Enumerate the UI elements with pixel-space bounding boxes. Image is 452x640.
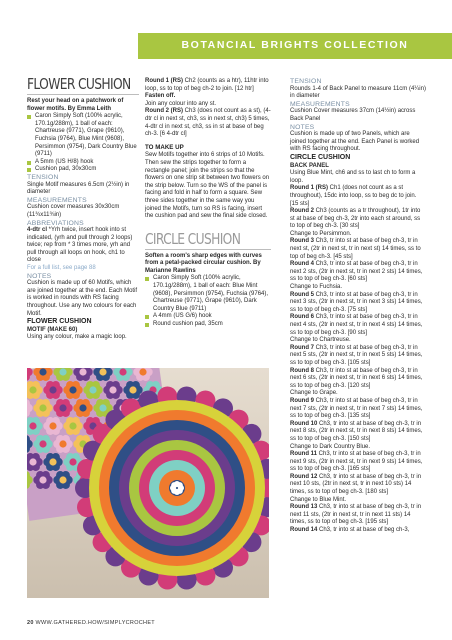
middle-column bbox=[145, 78, 271, 329]
round-label: Round 6 bbox=[290, 314, 314, 321]
round-text: Ch3, tr into st at base of beg ch-3, tr in next 6 sts, (2tr in next st, tr in next 6 sts) 14 times, ss to top of beg ch-3. [120 sts] bbox=[290, 367, 423, 389]
back-panel-intro: Using Blue Mint, ch6 and ss to last ch to form a loop. bbox=[290, 170, 416, 184]
title-rule bbox=[145, 249, 271, 250]
round-text: Ch3, tr into st at base of beg ch-3, tr in next 10 sts, (2tr in next st, tr in next 10 sts) 14 times, ss to top of beg ch-3. [180 sts] bbox=[290, 473, 422, 496]
round-text: Ch3, tr into st at base of beg ch-3, bbox=[317, 527, 410, 534]
round-instruction bbox=[290, 208, 426, 231]
round-text: Ch2 (counts as a htr), 11htr into loop, ss to top of beg ch-2 to join. [12 htr] bbox=[145, 78, 269, 92]
measurements-heading: MEASUREMENTS bbox=[27, 196, 87, 204]
measurements-heading: MEASUREMENTS bbox=[290, 100, 350, 108]
flower-centre bbox=[49, 422, 56, 429]
flower-centre bbox=[109, 386, 116, 393]
round-label: Round 5 bbox=[290, 291, 314, 298]
flower-centre bbox=[49, 458, 56, 465]
round-instruction bbox=[290, 231, 426, 239]
flower-centre bbox=[39, 476, 46, 483]
circle-lead: Soften a room's sharp edges with curves from a petal-packed circular cushion. By Marianne Rawlins bbox=[145, 252, 262, 274]
centre-flower-petal bbox=[177, 482, 183, 488]
round-instruction bbox=[290, 284, 426, 292]
material-item: A 5mm (US H/8) hook bbox=[27, 159, 139, 167]
tension-heading: TENSION bbox=[27, 173, 59, 181]
notes-text: Cushion is made up of 60 Motifs, which are joined together at the end. Each Motif is worked in rounds with RS facing throughout. Use any two colours for each Motif. bbox=[27, 280, 138, 317]
flower-centre bbox=[59, 440, 66, 447]
measurements-text: Cushion cover measures 30x30cm (11¾x11¾in) bbox=[27, 204, 120, 218]
measurements-text: Cushion Cover measures 37cm (14½in) across Back Panel bbox=[290, 108, 416, 122]
abbreviation-term: 4-dtr cl bbox=[27, 227, 48, 234]
flower-centre bbox=[139, 368, 146, 375]
round-label: Round 1 (RS) bbox=[145, 78, 183, 84]
tension-text: Single Motif measures 6.5cm (2½in) in diameter bbox=[27, 181, 130, 196]
flower-centre bbox=[29, 458, 36, 465]
flower-centre bbox=[39, 404, 46, 411]
round-label: Round 3 bbox=[290, 238, 314, 245]
notes-heading: NOTES bbox=[290, 123, 315, 131]
round-text: Ch3 (counts as a tr throughout), 1tr into st at base of beg ch-3, 2tr into each st around, ss to top of beg ch-3. [30 sts] bbox=[290, 208, 421, 230]
cushions-illustration bbox=[27, 368, 269, 598]
pattern-heading: FLOWER CUSHION bbox=[27, 318, 92, 326]
flower-centre bbox=[29, 386, 36, 393]
round-instruction bbox=[290, 337, 426, 345]
back-panel-heading: BACK PANEL bbox=[290, 162, 329, 169]
round-label: Round 7 bbox=[290, 344, 314, 351]
round-text: Change to Persimmon. bbox=[290, 230, 352, 237]
round-text: Ch3 (does not count as a st), (4-dtr cl in next st, ch3, ss in next st, ch3) 5 times, 4-dtr cl in next st, ch3, ss in st at base of beg ch-3. [6 4-dtr cl] bbox=[145, 108, 271, 138]
flower-centre bbox=[49, 386, 56, 393]
flower-centre bbox=[129, 386, 136, 393]
round-text: Ch3, tr into st at base of beg ch-3, tr in next 5 sts, (2tr in next st, tr in next 5 sts) 14 times, ss to top of beg ch-3. [105 sts] bbox=[290, 344, 423, 366]
abbreviation-text bbox=[27, 227, 139, 265]
round-text: Ch3, tr into st at base of beg ch-3, tr in next 7 sts, (2tr in next st, tr in next 7 sts) 14 times, ss to top of beg ch-3. [135 sts] bbox=[290, 397, 423, 420]
page-number: 20 bbox=[27, 620, 34, 626]
round-text: Join any colour into any st. bbox=[145, 100, 217, 107]
motif-heading: MOTIF (MAKE 60) bbox=[27, 326, 78, 333]
flower-centre bbox=[69, 458, 76, 465]
flower-centre bbox=[79, 368, 86, 375]
round-instruction bbox=[290, 314, 426, 337]
round-label: Round 4 bbox=[290, 261, 314, 268]
footer-url: WWW.GATHERED.HOW/SIMPLYCROCHET bbox=[35, 620, 155, 626]
flower-centre bbox=[39, 440, 46, 447]
flower-centre bbox=[39, 368, 46, 375]
round-text: Ch3, tr into st at base of beg ch-3, tr in next st, (2tr in next st, tr in next st) 14 times, ss to top of beg ch-3. [45 sts] bbox=[290, 238, 421, 260]
round-instruction bbox=[145, 108, 271, 138]
round-instruction bbox=[290, 368, 426, 391]
round-instruction bbox=[145, 101, 271, 109]
round-label: Round 14 bbox=[290, 527, 318, 534]
see-page-link[interactable]: For a full list, see page 88 bbox=[27, 265, 96, 272]
round-text: Ch3, tr into st at base of beg ch-3, tr in next 2 sts, (2tr in next st, tr in next 2 sts) 14 times, ss to top of beg ch-3. [60 sts] bbox=[290, 261, 423, 283]
flower-centre bbox=[59, 404, 66, 411]
round-label: Round 11 bbox=[290, 451, 318, 458]
flower-centre bbox=[59, 368, 66, 375]
banner-title: BOTANCIAL BRIGHTS COLLECTION bbox=[181, 39, 409, 51]
page-footer bbox=[27, 620, 155, 626]
flower-centre bbox=[79, 404, 86, 411]
round-instruction bbox=[290, 421, 426, 444]
circle-cushion-title: CIRCLE CUSHION bbox=[145, 229, 241, 248]
round-text: Change to Dark Country Blue. bbox=[290, 443, 371, 450]
finishing-text: Sew Motifs together into 6 strips of 10 Motifs. Then sew the strips together to form a rectangle panel; join the strips so that the flowers on one strip sit between two flowers on the strip below. Turn so the WS of the panel is facing and fold in half to form a square. Sew three sides together in the same way you joined the Motifs, turn so RS is facing, insert the cushion pad and sew the final side closed. bbox=[145, 152, 270, 220]
flower-centre bbox=[69, 422, 76, 429]
round-instruction bbox=[290, 451, 426, 474]
flower-centre bbox=[59, 476, 66, 483]
round-text: Change to Grape. bbox=[290, 390, 338, 397]
flower-centre bbox=[29, 422, 36, 429]
flower-centre bbox=[89, 386, 96, 393]
round-label: Round 12 bbox=[290, 473, 318, 480]
round-label: Round 13 bbox=[290, 504, 318, 511]
round-text: Ch3, tr into st at base of beg ch-3, tr in next 4 sts, (2tr in next st, tr in next 4 sts) 14 times, ss to top of beg ch-3. [90 sts] bbox=[290, 314, 423, 336]
tension-heading: TENSION bbox=[290, 78, 322, 85]
right-column bbox=[290, 78, 426, 535]
round-text: Ch3, tr into st at base of beg ch-3, tr in next 9 sts, (2tr in next st, tr in next 9 sts) 14 times, ss to top of beg ch-3. [165 sts] bbox=[290, 451, 423, 473]
flower-cushion-column bbox=[27, 76, 139, 342]
round-text: Ch1 (does not count as a st throughout), 15dc into loop, ss to beg dc to join. [15 sts] bbox=[290, 185, 417, 207]
material-item: Caron Simply Soft (100% acrylic, 170.1g/288m), 1 ball of each: Blue Mint (9608), Persimmon (9754), Fuchsia (9764), Chartreuse (9771), Grape (9610), Dark Country Blue (9711) bbox=[145, 275, 271, 313]
material-item: Cushion pad, 30x30cm bbox=[27, 166, 139, 174]
round-label: Round 1 (RS) bbox=[290, 185, 328, 192]
round-instruction bbox=[290, 345, 426, 368]
round-instruction bbox=[290, 185, 426, 208]
abbreviations-heading: ABBREVIATIONS bbox=[27, 219, 84, 227]
round-instruction bbox=[290, 390, 426, 398]
round-label: Round 9 bbox=[290, 397, 314, 404]
flower-centre bbox=[69, 386, 76, 393]
round-text: Change to Chartreuse. bbox=[290, 337, 351, 344]
round-instruction bbox=[290, 292, 426, 315]
round-text: Change to Blue Mint. bbox=[290, 496, 347, 503]
finishing-heading: TO MAKE UP bbox=[145, 143, 184, 151]
round-instruction bbox=[145, 78, 271, 93]
round-list bbox=[290, 185, 426, 534]
notes-heading: NOTES bbox=[27, 272, 52, 280]
round-instruction bbox=[290, 497, 426, 505]
flower-centre bbox=[99, 404, 106, 411]
section-banner bbox=[138, 33, 452, 59]
round-instruction bbox=[290, 527, 426, 535]
round-instruction bbox=[290, 504, 426, 527]
round-instruction bbox=[145, 93, 271, 101]
round-instruction bbox=[290, 474, 426, 497]
motif-intro: Using any colour, make a magic loop. bbox=[27, 334, 127, 341]
flower-lead: Rest your head on a patchwork of flower motifs. By Emma Leith bbox=[27, 98, 124, 112]
round-label: Fasten off. bbox=[145, 93, 176, 100]
round-instruction bbox=[290, 444, 426, 452]
flower-cushion-title: FLOWER CUSHION bbox=[27, 75, 131, 93]
material-item: A 4mm (US G/6) hook bbox=[145, 313, 271, 321]
cushions-photo bbox=[27, 368, 269, 598]
tension-text: Rounds 1-4 of Back Panel to measure 11cm (4¼in) in diameter bbox=[290, 85, 426, 100]
round-label: Round 2 bbox=[290, 208, 314, 215]
round-instruction bbox=[290, 238, 426, 261]
round-label: Round 2 (RS) bbox=[145, 108, 183, 115]
material-item: Round cushion pad, 35cm bbox=[145, 321, 271, 329]
abbreviation-definition: *Yrh twice, insert hook into st indicated, (yrh and pull through 2 loops) twice; rep from * 3 times more, yrh and pull through all loops on hook, ch1 to close bbox=[27, 227, 133, 264]
round-text: Ch3, tr into st at base of beg ch-3, tr in next 3 sts, (2tr in next st, tr in next 3 sts) 14 times, ss to top of beg ch-3. [75 sts] bbox=[290, 291, 423, 313]
title-rule bbox=[27, 94, 139, 95]
round-label: Round 10 bbox=[290, 420, 318, 427]
flower-centre bbox=[99, 368, 106, 375]
pattern-heading: CIRCLE CUSHION bbox=[290, 153, 351, 161]
material-item: Caron Simply Soft (100% acrylic, 170.1g/288m), 1 ball of each: Chartreuse (9771), Grape (9610), Fuchsia (9764), Blue Mint (9608), Persimmon (9754), Dark Country Blue (9711) bbox=[27, 113, 139, 159]
round-instruction bbox=[290, 261, 426, 284]
round-instruction bbox=[290, 398, 426, 421]
notes-text: Cushion is made up of two Panels, which are joined together at the end. Each Panel is worked with RS facing throughout. bbox=[290, 131, 420, 153]
round-text: Ch3, tr into st at base of beg ch-3, tr in next 8 sts, (2tr in next st, tr in next 8 sts) 14 times, ss to top of beg ch-3. [150 sts] bbox=[290, 420, 423, 442]
round-text: Change to Fuchsia. bbox=[290, 284, 343, 291]
round-text: Ch3, tr into st at base of beg ch-3, tr in next 11 sts, (2tr in next st, tr in next 11 sts) 14 times, ss to top of beg ch-3. [195 sts] bbox=[290, 504, 422, 526]
round-label: Round 8 bbox=[290, 367, 314, 374]
flower-centre bbox=[119, 368, 126, 375]
